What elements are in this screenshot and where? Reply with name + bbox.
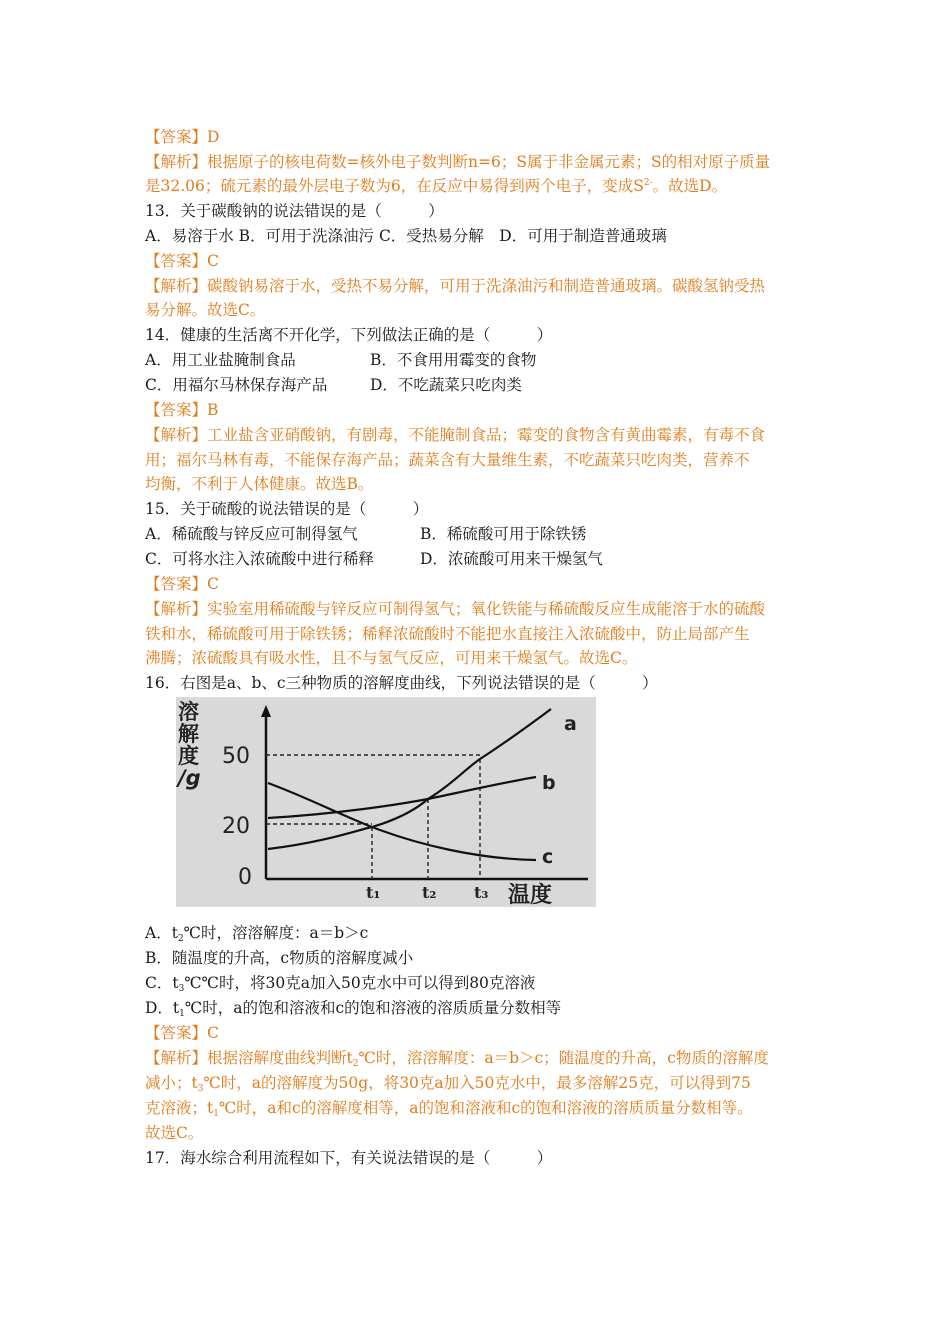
option-text: ℃时，溶溶解度：a＝b＞c: [183, 924, 369, 942]
q16-answer: [145, 1021, 835, 1046]
q14-option-b: B．不食用用霉变的食物: [370, 351, 537, 369]
option-text: ℃时，a的饱和溶液和c的饱和溶液的溶质质量分数相等: [184, 999, 562, 1017]
q16-analysis-line-4: 故选C。: [145, 1124, 204, 1142]
q12-analysis-line-1: [145, 150, 835, 175]
x-tick-t3: t₃: [474, 883, 489, 902]
analysis-text: 减小；t: [145, 1074, 198, 1092]
analysis-text: 。故选D。: [652, 177, 728, 195]
q16-option-a: [145, 921, 835, 946]
subscript: 2: [352, 1059, 359, 1069]
q14-option-c: C．用福尔马林保存海产品: [145, 376, 328, 394]
x-tick-t2: t₂: [422, 883, 437, 902]
analysis-text: 碳酸钠易溶于水，受热不易分解，可用于洗涤油污和制造普通玻璃。碳酸氢钠受热: [207, 277, 766, 295]
q16-option-c: [145, 971, 835, 996]
answer-tag: 【答案】: [145, 1024, 208, 1042]
q15-option-a: A．稀硫酸与锌反应可制得氢气: [145, 525, 358, 543]
q16-option-d: [145, 996, 835, 1021]
q14-option-a: A．用工业盐腌制食品: [145, 351, 296, 369]
analysis-text: 根据原子的核电荷数=核外电子数判断n=6；S属于非金属元素；S的相对原子质量: [207, 153, 771, 171]
q12-answer: [145, 125, 835, 150]
curve-label-b: b: [542, 772, 556, 794]
q14-option-d: D．不吃蔬菜只吃肉类: [370, 376, 522, 394]
q12-analysis-line-2: [145, 174, 835, 199]
q15-option-c: C．可将水注入浓硫酸中进行稀释: [145, 550, 374, 568]
subscript: 3: [197, 1084, 204, 1094]
answer-value: C: [207, 1024, 219, 1042]
q16-analysis-line-1: [145, 1046, 835, 1071]
analysis-text: ℃时，a和c的溶解度相等，a的饱和溶液和c的饱和溶液的溶质质量分数相等。: [218, 1099, 753, 1117]
q16-stem: 16．右图是a、b、c三种物质的溶解度曲线，下列说法错误的是（ ）: [145, 674, 658, 692]
analysis-text: 是32.06；硫元素的最外层电子数为6，在反应中易得到两个电子，变成S: [145, 177, 644, 195]
y-tick-20: 20: [222, 814, 250, 839]
option-text: A．t: [145, 924, 178, 942]
y-label-char-2: 解: [178, 722, 199, 746]
answer-tag: 【答案】: [145, 575, 208, 593]
curve-label-c: c: [542, 846, 554, 868]
answer-value: B: [207, 401, 219, 419]
analysis-tag: 【解析】: [145, 1049, 208, 1067]
subscript: 1: [179, 1009, 185, 1019]
analysis-text: 克溶液；t: [145, 1099, 214, 1117]
q13-answer: [145, 249, 835, 274]
analysis-text: ℃时，a的溶解度为50g，将30克a加入50克水中，最多溶解25克，可以得到75: [203, 1074, 751, 1092]
q14-analysis-line-2: 用；福尔马林有毒，不能保存海产品；蔬菜含有大量维生素，不吃蔬菜只吃肉类，营养不: [145, 451, 750, 469]
answer-tag: 【答案】: [145, 252, 208, 270]
q16-analysis-line-3: [145, 1096, 835, 1121]
answer-value: D: [207, 128, 220, 146]
q15-option-b: B．稀硫酸可用于除铁锈: [420, 525, 587, 543]
analysis-text: 实验室用稀硫酸与锌反应可制得氢气；氧化铁能与稀硫酸反应生成能溶于水的硫酸: [207, 600, 766, 618]
y-tick-50: 50: [222, 744, 250, 769]
q13-analysis-line-1: [145, 274, 835, 299]
q17-stem: 17．海水综合利用流程如下，有关说法错误的是（ ）: [145, 1149, 553, 1167]
y-label-char-1: 溶: [178, 700, 199, 724]
subscript: 2: [177, 934, 184, 944]
q16-option-b: B．随温度的升高，c物质的溶解度减小: [145, 949, 414, 967]
subscript: 3: [178, 984, 185, 994]
subscript: 1: [213, 1109, 219, 1119]
option-text: D．t: [145, 999, 180, 1017]
q15-stem: 15．关于硫酸的说法错误的是（ ）: [145, 500, 429, 518]
curve-label-a: a: [564, 713, 577, 735]
q13-stem: 13．关于碳酸钠的说法错误的是（ ）: [145, 202, 444, 220]
charge-superscript: 2-: [643, 178, 653, 188]
answer-tag: 【答案】: [145, 401, 208, 419]
answer-tag: 【答案】: [145, 128, 208, 146]
y-label-char-4: /g: [178, 766, 201, 790]
q15-answer: [145, 572, 835, 597]
y-tick-0: 0: [238, 865, 252, 890]
q16-analysis-line-2: [145, 1071, 835, 1096]
q15-analysis-line-3: 沸腾；浓硫酸具有吸水性，且不与氢气反应，可用来干燥氢气。故选C。: [145, 649, 638, 667]
q15-analysis-line-2: 铁和水，稀硫酸可用于除铁锈；稀释浓硫酸时不能把水直接注入浓硫酸中，防止局部产生: [145, 625, 750, 643]
x-tick-t1: t₁: [366, 883, 381, 902]
q14-answer: [145, 398, 835, 423]
analysis-tag: 【解析】: [145, 426, 208, 444]
solubility-curve-figure: [176, 697, 596, 907]
q14-stem: 14．健康的生活离不开化学，下列做法正确的是（ ）: [145, 326, 553, 344]
q13-options: A．易溶于水 B．可用于洗涤油污 C．受热易分解 D．可用于制造普通玻璃: [145, 227, 667, 245]
q13-analysis-line-2: 易分解。故选C。: [145, 301, 266, 319]
analysis-tag: 【解析】: [145, 153, 208, 171]
analysis-text: 根据溶解度曲线判断t: [207, 1049, 353, 1067]
analysis-tag: 【解析】: [145, 277, 208, 295]
answer-value: C: [207, 575, 219, 593]
answer-value: C: [207, 252, 219, 270]
analysis-tag: 【解析】: [145, 600, 208, 618]
analysis-text: 工业盐含亚硝酸钠，有剧毒，不能腌制食品；霉变的食物含有黄曲霉素，有毒不食: [207, 426, 766, 444]
analysis-text: ℃时，溶溶解度：a＝b＞c；随温度的升高，c物质的溶解度: [358, 1049, 769, 1067]
q15-analysis-line-1: [145, 597, 835, 622]
option-text: ℃℃时，将30克a加入50克水中可以得到80克溶液: [184, 974, 536, 992]
q15-option-d: D．浓硫酸可用来干燥氢气: [420, 550, 603, 568]
x-axis-label: 温度: [508, 883, 553, 907]
q14-analysis-line-1: [145, 423, 835, 448]
q14-analysis-line-3: 均衡，不利于人体健康。故选B。: [145, 475, 374, 493]
solubility-curve-svg: [176, 697, 596, 907]
y-label-char-3: 度: [178, 744, 199, 768]
option-text: C．t: [145, 974, 179, 992]
